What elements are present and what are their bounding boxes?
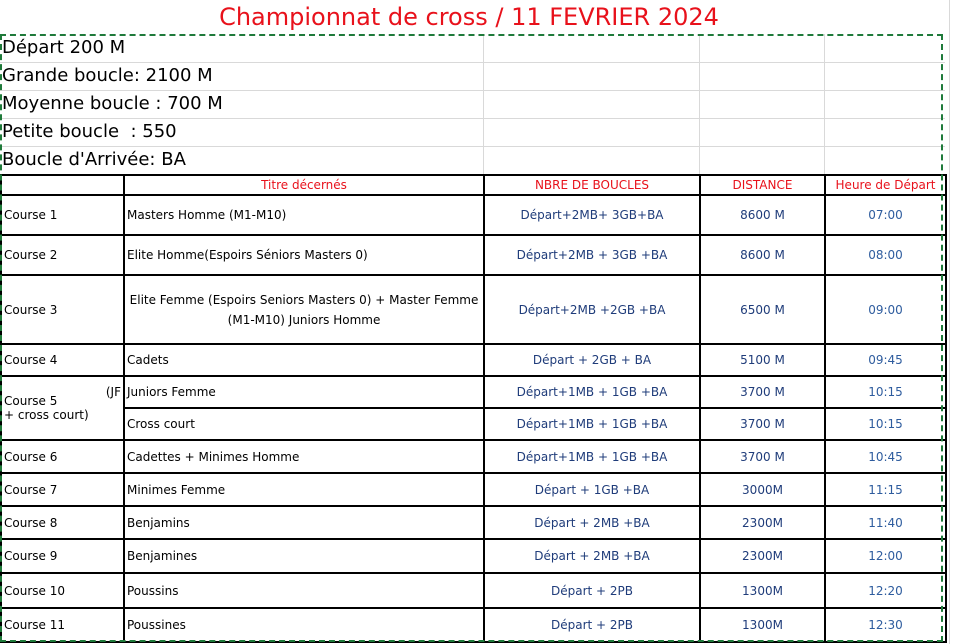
info-petite-boucle[interactable]: Petite boucle : 550 (2, 121, 177, 142)
heure-cell[interactable]: 10:15 (825, 408, 946, 440)
info-boucle-arrivee[interactable]: Boucle d'Arrivée: BA (2, 149, 186, 170)
table-row (1, 344, 946, 376)
titre-cell[interactable]: Cadets (124, 344, 484, 376)
boucles-cell[interactable]: Départ+1MB + 1GB +BA (484, 376, 700, 408)
heure-cell[interactable]: 11:15 (825, 473, 946, 506)
distance-cell[interactable]: 6500 M (700, 275, 825, 344)
distance-cell[interactable]: 2300M (700, 539, 825, 573)
info-grande-boucle[interactable]: Grande boucle: 2100 M (2, 65, 213, 86)
course-cell[interactable]: Course 11 (1, 608, 124, 642)
boucles-cell[interactable]: Départ+1MB + 1GB +BA (484, 440, 700, 473)
course-cell[interactable] (1, 376, 124, 440)
table-row (1, 235, 946, 275)
boucles-cell[interactable]: Départ+2MB +2GB +BA (484, 275, 700, 344)
table-row (1, 440, 946, 473)
table-row (1, 473, 946, 506)
titre-cell[interactable]: Cross court (124, 408, 484, 440)
boucles-cell[interactable]: Départ + 2PB (484, 608, 700, 642)
heure-cell[interactable]: 08:00 (825, 235, 946, 275)
table-row (1, 506, 946, 539)
heure-cell[interactable]: 12:30 (825, 608, 946, 642)
table-header-row (1, 175, 946, 195)
titre-cell[interactable]: Benjamins (124, 506, 484, 539)
boucles-cell[interactable]: Départ + 2MB +BA (484, 539, 700, 573)
course-cell[interactable]: Course 1 (1, 195, 124, 235)
heure-cell[interactable]: 09:45 (825, 344, 946, 376)
boucles-cell[interactable]: Départ + 1GB +BA (484, 473, 700, 506)
titre-cell[interactable]: Minimes Femme (124, 473, 484, 506)
heure-cell[interactable]: 10:45 (825, 440, 946, 473)
distance-cell[interactable]: 1300M (700, 608, 825, 642)
table-row (1, 275, 946, 344)
boucles-cell[interactable]: Départ + 2GB + BA (484, 344, 700, 376)
distance-cell[interactable]: 8600 M (700, 235, 825, 275)
heure-cell[interactable]: 10:15 (825, 376, 946, 408)
distance-cell[interactable]: 3000M (700, 473, 825, 506)
course-cell[interactable]: Course 2 (1, 235, 124, 275)
titre-cell[interactable]: Benjamines (124, 539, 484, 573)
titre-cell[interactable]: Cadettes + Minimes Homme (124, 440, 484, 473)
info-depart[interactable]: Départ 200 M (2, 37, 126, 58)
distance-cell[interactable]: 8600 M (700, 195, 825, 235)
heure-cell[interactable]: 11:40 (825, 506, 946, 539)
titre-cell[interactable]: Juniors Femme (124, 376, 484, 408)
titre-cell[interactable]: Poussins (124, 573, 484, 608)
boucles-cell[interactable]: Départ+1MB + 1GB +BA (484, 408, 700, 440)
boucles-cell[interactable]: Départ+2MB + 3GB +BA (484, 235, 700, 275)
titre-cell[interactable]: Elite Homme(Espoirs Séniors Masters 0) (124, 235, 484, 275)
course-cell[interactable]: Course 4 (1, 344, 124, 376)
race-schedule-table (0, 174, 947, 643)
table-row (1, 539, 946, 573)
titre-cell[interactable]: Masters Homme (M1-M10) (124, 195, 484, 235)
grid-line (483, 34, 484, 174)
titre-cell[interactable]: Poussines (124, 608, 484, 642)
heure-cell[interactable]: 07:00 (825, 195, 946, 235)
grid-line (824, 34, 825, 174)
heure-cell[interactable]: 09:00 (825, 275, 946, 344)
course-cell[interactable]: Course 9 (1, 539, 124, 573)
boucles-cell[interactable]: Départ + 2PB (484, 573, 700, 608)
table-row (1, 573, 946, 608)
header-distance[interactable]: DISTANCE (700, 175, 825, 195)
boucles-cell[interactable]: Départ + 2MB +BA (484, 506, 700, 539)
table-row (1, 195, 946, 235)
table-row (1, 376, 946, 408)
heure-cell[interactable]: 12:20 (825, 573, 946, 608)
course-cell[interactable]: Course 8 (1, 506, 124, 539)
grid-line (699, 34, 700, 174)
course-cell[interactable]: Course 6 (1, 440, 124, 473)
distance-cell[interactable]: 3700 M (700, 376, 825, 408)
course-note-line2: + cross court) (4, 408, 89, 422)
distance-cell[interactable]: 5100 M (700, 344, 825, 376)
course-cell[interactable]: Course 10 (1, 573, 124, 608)
course-label: Course 5 (4, 394, 58, 408)
table-row (1, 608, 946, 642)
grid-line (949, 0, 950, 644)
boucles-cell[interactable]: Départ+2MB+ 3GB+BA (484, 195, 700, 235)
info-moyenne-boucle[interactable]: Moyenne boucle : 700 M (2, 93, 223, 114)
titre-cell[interactable]: Elite Femme (Espoirs Seniors Masters 0) + Master Femme (M1-M10) Juniors Homme (124, 275, 484, 344)
header-titre[interactable]: Titre décernés (124, 175, 484, 195)
header-heure[interactable]: Heure de Départ (825, 175, 946, 195)
course-note: (JF (105, 385, 121, 399)
distance-cell[interactable]: 3700 M (700, 408, 825, 440)
heure-cell[interactable]: 12:00 (825, 539, 946, 573)
distance-cell[interactable]: 1300M (700, 573, 825, 608)
course-cell[interactable]: Course 7 (1, 473, 124, 506)
distance-cell[interactable]: 3700 M (700, 440, 825, 473)
header-course[interactable] (1, 175, 124, 195)
distance-cell[interactable]: 2300M (700, 506, 825, 539)
course-cell[interactable]: Course 3 (1, 275, 124, 344)
sheet-title: Championnat de cross / 11 FEVRIER 2024 (219, 3, 719, 31)
header-boucles[interactable]: NBRE DE BOUCLES (484, 175, 700, 195)
table-row (1, 408, 946, 440)
